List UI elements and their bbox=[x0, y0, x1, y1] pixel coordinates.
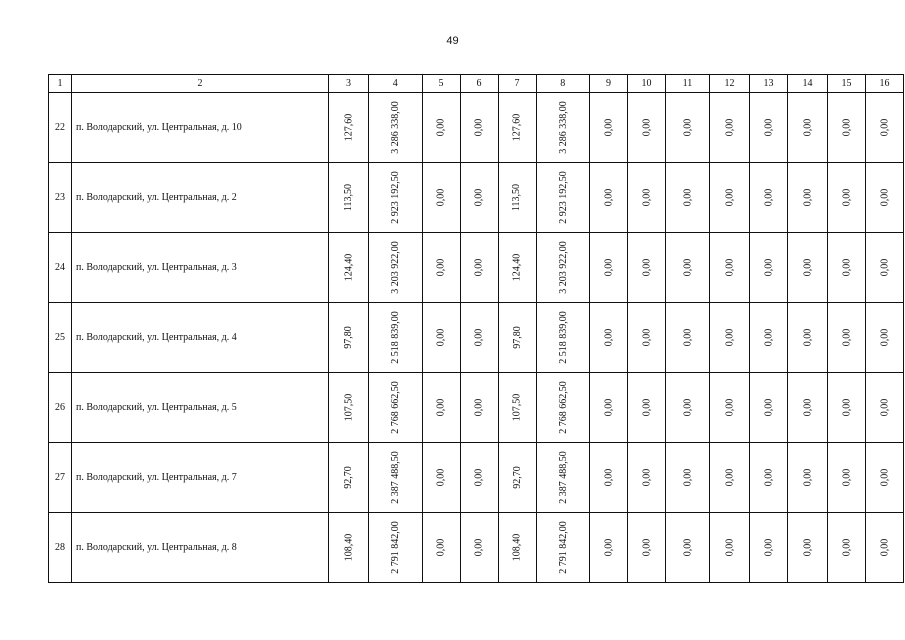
cell-value: 2 387 488,50 bbox=[557, 451, 569, 504]
column-header: 7 bbox=[498, 75, 536, 93]
cell-value: 0,00 bbox=[603, 328, 614, 347]
cell-value: 0,00 bbox=[603, 468, 614, 487]
row-number: 27 bbox=[49, 443, 72, 513]
value-cell-13 bbox=[750, 443, 788, 513]
address-cell: п. Володарский, ул. Центральная, д. 4 bbox=[72, 303, 329, 373]
value-cell-5 bbox=[422, 163, 460, 233]
value-cell-13 bbox=[750, 513, 788, 583]
value-cell-15 bbox=[828, 163, 866, 233]
value-cell-10 bbox=[628, 163, 666, 233]
cell-value: 108,40 bbox=[511, 533, 523, 562]
cell-value: 0,00 bbox=[724, 258, 735, 277]
cell-value: 3 286 338,00 bbox=[389, 101, 401, 154]
value-cell-4 bbox=[369, 443, 423, 513]
value-cell-5 bbox=[422, 513, 460, 583]
value-cell-16 bbox=[866, 303, 904, 373]
row-number: 23 bbox=[49, 163, 72, 233]
value-cell-10 bbox=[628, 233, 666, 303]
page-number: 49 bbox=[446, 35, 459, 47]
cell-value: 0,00 bbox=[435, 538, 447, 557]
cell-value: 0,00 bbox=[841, 188, 852, 207]
value-cell-6 bbox=[460, 303, 498, 373]
cell-value: 0,00 bbox=[802, 258, 813, 277]
cell-value: 0,00 bbox=[682, 538, 693, 557]
value-cell-12 bbox=[710, 303, 750, 373]
value-cell-13 bbox=[750, 233, 788, 303]
cell-value: 124,40 bbox=[343, 253, 354, 282]
cell-value: 97,80 bbox=[343, 326, 354, 349]
cell-value: 0,00 bbox=[763, 118, 774, 137]
cell-value: 0,00 bbox=[763, 398, 774, 417]
value-cell-11 bbox=[666, 93, 710, 163]
cell-value: 2 923 192,50 bbox=[389, 171, 401, 224]
value-cell-14 bbox=[788, 233, 828, 303]
address-cell: п. Володарский, ул. Центральная, д. 3 bbox=[72, 233, 329, 303]
cell-value: 127,60 bbox=[511, 113, 523, 142]
table-row bbox=[49, 443, 904, 513]
cell-value: 0,00 bbox=[473, 328, 485, 347]
cell-value: 0,00 bbox=[641, 468, 652, 487]
table-row bbox=[49, 303, 904, 373]
cell-value: 113,50 bbox=[511, 183, 523, 212]
value-cell-13 bbox=[750, 303, 788, 373]
table-row bbox=[49, 373, 904, 443]
cell-value: 0,00 bbox=[724, 468, 735, 487]
table-body bbox=[49, 93, 904, 583]
column-header: 10 bbox=[628, 75, 666, 93]
table-row bbox=[49, 163, 904, 233]
value-cell-15 bbox=[828, 373, 866, 443]
value-cell-16 bbox=[866, 443, 904, 513]
value-cell-11 bbox=[666, 163, 710, 233]
value-cell-9 bbox=[590, 513, 628, 583]
data-table bbox=[48, 74, 904, 583]
address-cell: п. Володарский, ул. Центральная, д. 7 bbox=[72, 443, 329, 513]
value-cell-3 bbox=[329, 513, 369, 583]
value-cell-12 bbox=[710, 443, 750, 513]
value-cell-4 bbox=[369, 303, 423, 373]
cell-value: 0,00 bbox=[473, 398, 485, 417]
cell-value: 107,50 bbox=[511, 393, 523, 422]
cell-value: 0,00 bbox=[435, 118, 447, 137]
value-cell-3 bbox=[329, 443, 369, 513]
cell-value: 0,00 bbox=[641, 538, 652, 557]
value-cell-7 bbox=[498, 233, 536, 303]
value-cell-7 bbox=[498, 443, 536, 513]
value-cell-6 bbox=[460, 233, 498, 303]
row-number: 26 bbox=[49, 373, 72, 443]
cell-value: 92,70 bbox=[343, 466, 354, 489]
cell-value: 0,00 bbox=[682, 258, 693, 277]
value-cell-12 bbox=[710, 93, 750, 163]
cell-value: 0,00 bbox=[682, 118, 693, 137]
value-cell-3 bbox=[329, 233, 369, 303]
cell-value: 107,50 bbox=[343, 393, 354, 422]
cell-value: 0,00 bbox=[641, 118, 652, 137]
cell-value: 0,00 bbox=[473, 188, 485, 207]
value-cell-14 bbox=[788, 93, 828, 163]
value-cell-10 bbox=[628, 303, 666, 373]
value-cell-4 bbox=[369, 373, 423, 443]
cell-value: 0,00 bbox=[435, 188, 447, 207]
row-number: 24 bbox=[49, 233, 72, 303]
value-cell-3 bbox=[329, 303, 369, 373]
cell-value: 0,00 bbox=[879, 398, 890, 417]
value-cell-16 bbox=[866, 163, 904, 233]
cell-value: 0,00 bbox=[763, 258, 774, 277]
cell-value: 0,00 bbox=[879, 258, 890, 277]
cell-value: 0,00 bbox=[724, 538, 735, 557]
cell-value: 0,00 bbox=[841, 328, 852, 347]
cell-value: 2 923 192,50 bbox=[557, 171, 569, 224]
column-header: 15 bbox=[828, 75, 866, 93]
column-header: 8 bbox=[536, 75, 590, 93]
cell-value: 0,00 bbox=[763, 538, 774, 557]
value-cell-8 bbox=[536, 163, 590, 233]
cell-value: 0,00 bbox=[641, 258, 652, 277]
value-cell-6 bbox=[460, 373, 498, 443]
cell-value: 0,00 bbox=[802, 328, 813, 347]
value-cell-15 bbox=[828, 93, 866, 163]
cell-value: 2 518 839,00 bbox=[389, 311, 401, 364]
cell-value: 0,00 bbox=[473, 258, 485, 277]
value-cell-12 bbox=[710, 233, 750, 303]
value-cell-5 bbox=[422, 373, 460, 443]
cell-value: 92,70 bbox=[511, 466, 523, 489]
cell-value: 0,00 bbox=[682, 188, 693, 207]
cell-value: 0,00 bbox=[841, 468, 852, 487]
column-header: 5 bbox=[422, 75, 460, 93]
value-cell-15 bbox=[828, 233, 866, 303]
value-cell-10 bbox=[628, 513, 666, 583]
cell-value: 0,00 bbox=[724, 118, 735, 137]
cell-value: 0,00 bbox=[473, 118, 485, 137]
cell-value: 0,00 bbox=[841, 258, 852, 277]
value-cell-3 bbox=[329, 163, 369, 233]
value-cell-6 bbox=[460, 513, 498, 583]
cell-value: 2 768 662,50 bbox=[557, 381, 569, 434]
value-cell-8 bbox=[536, 513, 590, 583]
value-cell-14 bbox=[788, 163, 828, 233]
value-cell-8 bbox=[536, 93, 590, 163]
cell-value: 0,00 bbox=[879, 188, 890, 207]
cell-value: 0,00 bbox=[802, 118, 813, 137]
address-cell: п. Володарский, ул. Центральная, д. 10 bbox=[72, 93, 329, 163]
column-header: 11 bbox=[666, 75, 710, 93]
cell-value: 3 286 338,00 bbox=[557, 101, 569, 154]
cell-value: 0,00 bbox=[802, 538, 813, 557]
value-cell-10 bbox=[628, 373, 666, 443]
value-cell-6 bbox=[460, 93, 498, 163]
column-header: 6 bbox=[460, 75, 498, 93]
cell-value: 2 791 842,00 bbox=[557, 521, 569, 574]
value-cell-11 bbox=[666, 303, 710, 373]
table-row bbox=[49, 513, 904, 583]
cell-value: 2 791 842,00 bbox=[389, 521, 401, 574]
cell-value: 0,00 bbox=[763, 468, 774, 487]
address-cell: п. Володарский, ул. Центральная, д. 2 bbox=[72, 163, 329, 233]
column-header: 13 bbox=[750, 75, 788, 93]
cell-value: 0,00 bbox=[763, 188, 774, 207]
column-header: 2 bbox=[72, 75, 329, 93]
cell-value: 0,00 bbox=[603, 398, 614, 417]
value-cell-15 bbox=[828, 443, 866, 513]
value-cell-12 bbox=[710, 163, 750, 233]
value-cell-15 bbox=[828, 303, 866, 373]
value-cell-14 bbox=[788, 303, 828, 373]
cell-value: 0,00 bbox=[724, 398, 735, 417]
cell-value: 0,00 bbox=[473, 468, 485, 487]
value-cell-11 bbox=[666, 373, 710, 443]
column-header: 14 bbox=[788, 75, 828, 93]
value-cell-3 bbox=[329, 93, 369, 163]
cell-value: 0,00 bbox=[603, 258, 614, 277]
value-cell-5 bbox=[422, 303, 460, 373]
value-cell-16 bbox=[866, 233, 904, 303]
cell-value: 0,00 bbox=[682, 468, 693, 487]
value-cell-16 bbox=[866, 513, 904, 583]
value-cell-6 bbox=[460, 163, 498, 233]
row-number: 22 bbox=[49, 93, 72, 163]
cell-value: 0,00 bbox=[641, 188, 652, 207]
value-cell-13 bbox=[750, 93, 788, 163]
cell-value: 2 768 662,50 bbox=[389, 381, 401, 434]
cell-value: 0,00 bbox=[682, 328, 693, 347]
table-row bbox=[49, 233, 904, 303]
value-cell-8 bbox=[536, 233, 590, 303]
cell-value: 127,60 bbox=[343, 113, 354, 142]
value-cell-11 bbox=[666, 513, 710, 583]
column-header: 12 bbox=[710, 75, 750, 93]
value-cell-4 bbox=[369, 233, 423, 303]
value-cell-3 bbox=[329, 373, 369, 443]
value-cell-10 bbox=[628, 443, 666, 513]
value-cell-5 bbox=[422, 93, 460, 163]
value-cell-6 bbox=[460, 443, 498, 513]
value-cell-16 bbox=[866, 93, 904, 163]
value-cell-7 bbox=[498, 373, 536, 443]
cell-value: 0,00 bbox=[603, 188, 614, 207]
column-header: 16 bbox=[866, 75, 904, 93]
value-cell-9 bbox=[590, 443, 628, 513]
cell-value: 0,00 bbox=[763, 328, 774, 347]
value-cell-12 bbox=[710, 513, 750, 583]
cell-value: 108,40 bbox=[343, 533, 354, 562]
cell-value: 2 518 839,00 bbox=[557, 311, 569, 364]
cell-value: 3 203 922,00 bbox=[389, 241, 401, 294]
value-cell-7 bbox=[498, 303, 536, 373]
value-cell-13 bbox=[750, 373, 788, 443]
cell-value: 0,00 bbox=[603, 538, 614, 557]
value-cell-7 bbox=[498, 513, 536, 583]
cell-value: 0,00 bbox=[682, 398, 693, 417]
cell-value: 124,40 bbox=[511, 253, 523, 282]
value-cell-15 bbox=[828, 513, 866, 583]
column-header: 4 bbox=[369, 75, 423, 93]
cell-value: 0,00 bbox=[435, 258, 447, 277]
value-cell-5 bbox=[422, 233, 460, 303]
value-cell-14 bbox=[788, 443, 828, 513]
value-cell-8 bbox=[536, 373, 590, 443]
cell-value: 0,00 bbox=[802, 398, 813, 417]
value-cell-14 bbox=[788, 373, 828, 443]
cell-value: 2 387 488,50 bbox=[389, 451, 401, 504]
cell-value: 0,00 bbox=[435, 398, 447, 417]
value-cell-9 bbox=[590, 233, 628, 303]
value-cell-13 bbox=[750, 163, 788, 233]
value-cell-11 bbox=[666, 233, 710, 303]
cell-value: 0,00 bbox=[724, 188, 735, 207]
value-cell-7 bbox=[498, 163, 536, 233]
header-row bbox=[49, 75, 904, 93]
cell-value: 0,00 bbox=[473, 538, 485, 557]
address-cell: п. Володарский, ул. Центральная, д. 5 bbox=[72, 373, 329, 443]
cell-value: 0,00 bbox=[641, 328, 652, 347]
cell-value: 0,00 bbox=[879, 538, 890, 557]
address-cell: п. Володарский, ул. Центральная, д. 8 bbox=[72, 513, 329, 583]
cell-value: 0,00 bbox=[603, 118, 614, 137]
value-cell-9 bbox=[590, 163, 628, 233]
value-cell-9 bbox=[590, 303, 628, 373]
value-cell-14 bbox=[788, 513, 828, 583]
row-number: 25 bbox=[49, 303, 72, 373]
cell-value: 0,00 bbox=[879, 328, 890, 347]
cell-value: 97,80 bbox=[511, 326, 523, 349]
cell-value: 0,00 bbox=[802, 468, 813, 487]
row-number: 28 bbox=[49, 513, 72, 583]
cell-value: 113,50 bbox=[342, 183, 354, 212]
cell-value: 0,00 bbox=[435, 468, 447, 487]
value-cell-16 bbox=[866, 373, 904, 443]
value-cell-4 bbox=[369, 93, 423, 163]
value-cell-8 bbox=[536, 443, 590, 513]
cell-value: 0,00 bbox=[724, 328, 735, 347]
cell-value: 0,00 bbox=[841, 118, 852, 137]
cell-value: 0,00 bbox=[802, 188, 813, 207]
column-header: 1 bbox=[49, 75, 72, 93]
cell-value: 0,00 bbox=[841, 398, 852, 417]
cell-value: 0,00 bbox=[641, 398, 652, 417]
value-cell-5 bbox=[422, 443, 460, 513]
value-cell-4 bbox=[369, 513, 423, 583]
value-cell-11 bbox=[666, 443, 710, 513]
cell-value: 3 203 922,00 bbox=[557, 241, 569, 294]
value-cell-10 bbox=[628, 93, 666, 163]
cell-value: 0,00 bbox=[841, 538, 852, 557]
value-cell-4 bbox=[369, 163, 423, 233]
cell-value: 0,00 bbox=[879, 118, 890, 137]
value-cell-9 bbox=[590, 373, 628, 443]
cell-value: 0,00 bbox=[435, 328, 447, 347]
value-cell-9 bbox=[590, 93, 628, 163]
column-header: 9 bbox=[590, 75, 628, 93]
value-cell-12 bbox=[710, 373, 750, 443]
value-cell-8 bbox=[536, 303, 590, 373]
value-cell-7 bbox=[498, 93, 536, 163]
cell-value: 0,00 bbox=[879, 468, 890, 487]
table-row bbox=[49, 93, 904, 163]
column-header: 3 bbox=[329, 75, 369, 93]
